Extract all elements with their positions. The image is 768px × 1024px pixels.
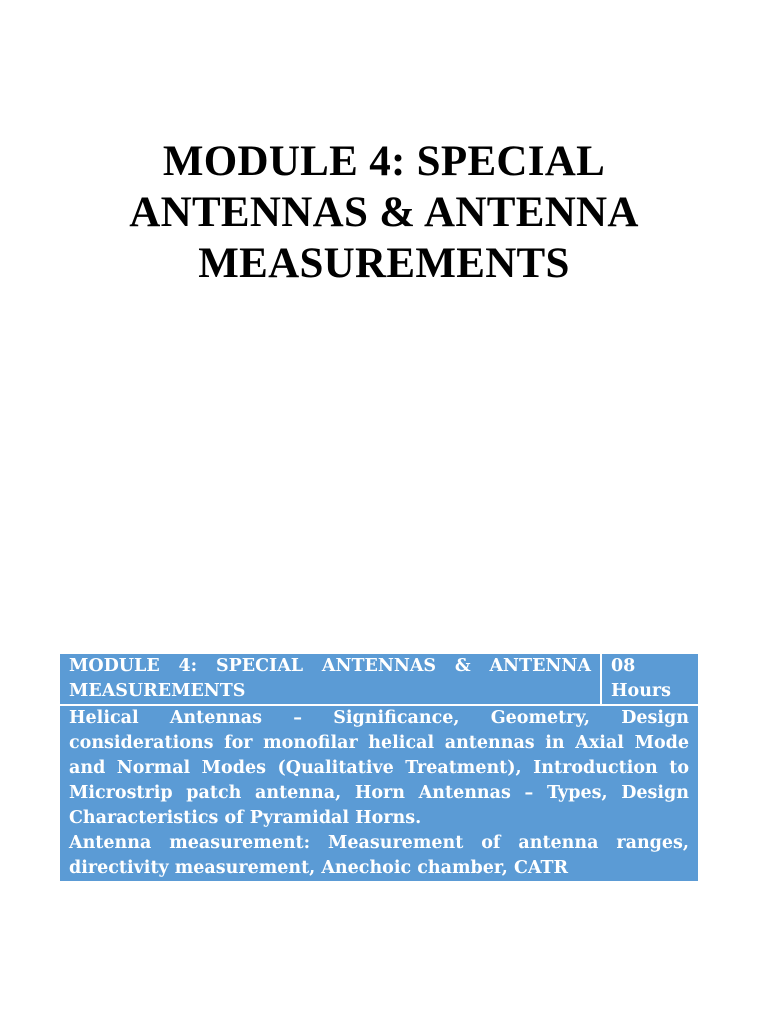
syllabus-table — [60, 654, 698, 881]
table-header-row — [60, 654, 698, 705]
content-paragraph-helical: Helical Antennas – Significance, Geometry, Design considerations for monofilar helical antennas in Axial Mode and Normal Modes (Qualitative Treatment), Introduction to Microstrip patch antenna, Horn Antennas – Types, Design Characteristics of Pyramidal Horns. — [69, 708, 689, 828]
title-line-2: ANTENNAS & ANTENNA — [129, 189, 639, 236]
table-content-row — [60, 705, 698, 881]
title-line-1: MODULE 4: SPECIAL — [162, 138, 606, 185]
hours-unit: Hours — [611, 681, 672, 701]
page-title — [0, 136, 768, 289]
hours-value: 08 — [611, 656, 636, 676]
module-heading-cell: MODULE 4: SPECIAL ANTENNAS & ANTENNA MEASUREMENTS — [60, 654, 601, 705]
content-paragraph-measurement: Antenna measurement: Measurement of antenna ranges, directivity measurement, Anechoic chamber, CATR — [69, 833, 689, 878]
hours-cell — [601, 654, 698, 705]
title-line-3: MEASUREMENTS — [198, 240, 570, 287]
module-content-cell — [60, 705, 698, 881]
